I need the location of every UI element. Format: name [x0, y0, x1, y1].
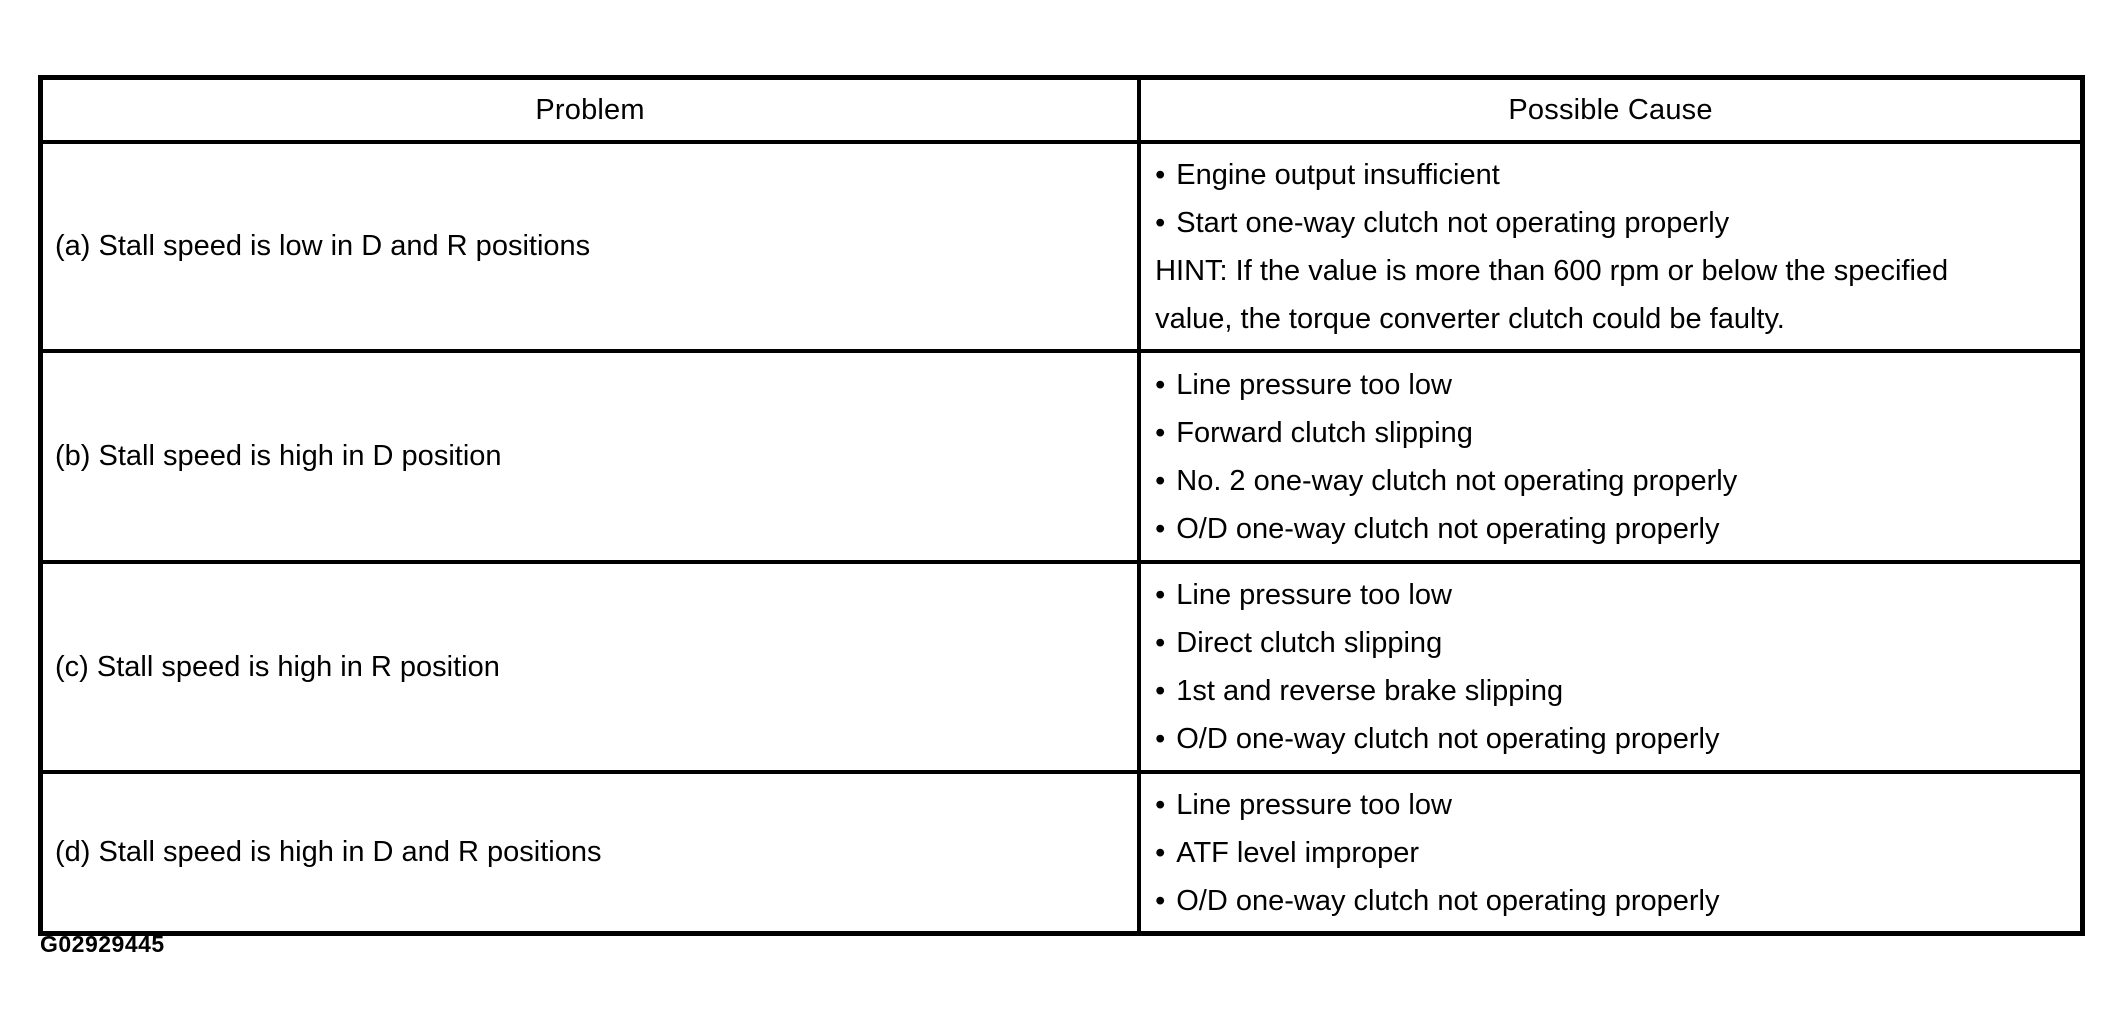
- bullet-icon: •: [1155, 416, 1166, 449]
- problem-cell: (a) Stall speed is low in D and R positions: [41, 142, 1140, 351]
- problem-column-header: Problem: [41, 78, 1140, 143]
- cause-text: Line pressure too low: [1176, 368, 1452, 401]
- cause-line: [1155, 571, 2072, 619]
- bullet-icon: •: [1155, 675, 1166, 707]
- cause-line: [1155, 619, 2072, 667]
- cause-line: [1155, 409, 2072, 457]
- bullet-icon: •: [1155, 206, 1166, 239]
- cause-line: [1155, 829, 2072, 877]
- hint-text: HINT: If the value is more than 600 rpm or below the specified: [1155, 254, 1949, 287]
- bullet-icon: •: [1155, 788, 1166, 821]
- table-row-c: [41, 562, 2083, 772]
- bullet-icon: •: [1155, 464, 1166, 497]
- bullet-icon: •: [1155, 368, 1166, 401]
- table-row-b: [41, 351, 2083, 562]
- cause-line: [1155, 877, 2072, 925]
- cause-text: No. 2 one-way clutch not operating properly: [1176, 464, 1738, 497]
- cause-text: Line pressure too low: [1176, 788, 1452, 821]
- stall-speed-troubleshooting-table: [38, 75, 2085, 936]
- cause-cell: [1139, 562, 2082, 772]
- cause-text: ATF level improper: [1176, 836, 1420, 869]
- cause-line: [1155, 361, 2072, 409]
- cause-line: [1155, 199, 2072, 247]
- table-row-a: [41, 142, 2083, 351]
- cause-text: Engine output insufficient: [1176, 158, 1500, 191]
- table-header-row: [41, 78, 2083, 143]
- cause-text: Line pressure too low: [1176, 579, 1452, 611]
- problem-cell: (c) Stall speed is high in R position: [41, 562, 1140, 772]
- cause-line: [1155, 457, 2072, 505]
- cause-cell: [1139, 772, 2082, 934]
- bullet-icon: •: [1155, 512, 1166, 545]
- bullet-icon: •: [1155, 884, 1166, 917]
- cause-text: O/D one-way clutch not operating properly: [1176, 884, 1720, 917]
- cause-text: Forward clutch slipping: [1176, 416, 1473, 449]
- bullet-icon: •: [1155, 723, 1166, 755]
- cause-line: [1155, 505, 2072, 553]
- cause-line: [1155, 715, 2072, 763]
- hint-text: value, the torque converter clutch could be faulty.: [1155, 302, 1785, 335]
- problem-cell: (d) Stall speed is high in D and R positions: [41, 772, 1140, 934]
- cause-text: O/D one-way clutch not operating properly: [1176, 512, 1720, 545]
- cause-cell: [1139, 142, 2082, 351]
- hint-line: [1155, 295, 2072, 343]
- cause-text: Direct clutch slipping: [1176, 627, 1443, 659]
- cause-cell: [1139, 351, 2082, 562]
- cause-text: O/D one-way clutch not operating properly: [1176, 723, 1720, 755]
- cause-text: Start one-way clutch not operating properly: [1176, 206, 1730, 239]
- table-row-d: [41, 772, 2083, 934]
- cause-line: [1155, 781, 2072, 829]
- bullet-icon: •: [1155, 836, 1166, 869]
- cause-line: [1155, 667, 2072, 715]
- bullet-icon: •: [1155, 627, 1166, 659]
- possible-cause-column-header: Possible Cause: [1139, 78, 2082, 143]
- problem-cell: (b) Stall speed is high in D position: [41, 351, 1140, 562]
- bullet-icon: •: [1155, 158, 1166, 191]
- cause-text: 1st and reverse brake slipping: [1176, 675, 1564, 707]
- hint-line: [1155, 247, 2072, 295]
- figure-id-caption: G02929445: [40, 931, 165, 957]
- cause-line: [1155, 151, 2072, 199]
- bullet-icon: •: [1155, 579, 1166, 611]
